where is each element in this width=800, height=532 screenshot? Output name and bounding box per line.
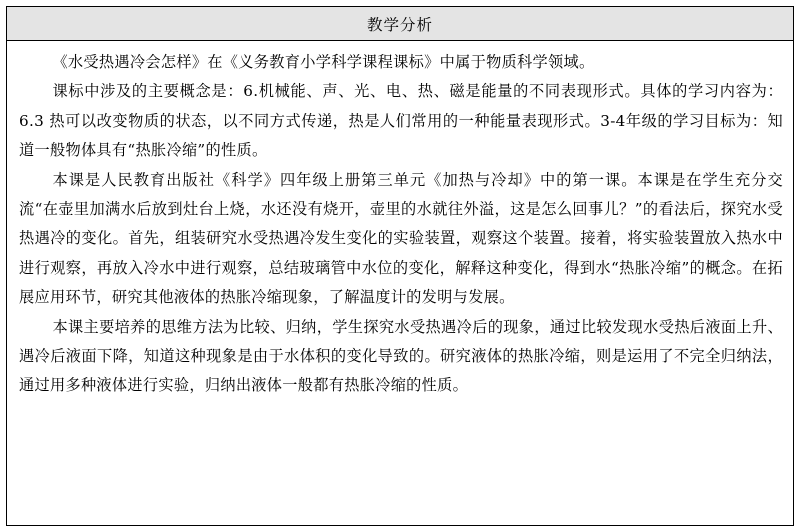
paragraph-thinking-methods: 本课主要培养的思维方法为比较、归纳，学生探究水受热遇冷后的现象，通过比较发现水受热后液面上升、遇冷后液面下降，知道这种现象是由于水体积的变化导致的。研究液体的热胀冷缩，则是运用了不完全归纳法，通过用多种液体进行实验，归纳出液体一般都有热胀冷缩的性质。 (19, 317, 783, 395)
header-title: 教学分析 (366, 15, 433, 34)
paragraph-curriculum-domain: 《水受热遇冷会怎样》在《义务教育小学科学课程课标》中属于物质科学领域。 (52, 53, 595, 71)
table-body (7, 41, 793, 401)
paragraph-curriculum-concepts: 课标中涉及的主要概念是：6.机械能、声、光、电、热、磁是能量的不同表现形式。具体的学习内容为：6.3 热可以改变物质的状态，以不同方式传递，热是人们常用的一种能量表现形式。3-4年级的学习目标为：知道一般物体具有“热胀冷缩”的性质。 (19, 82, 783, 160)
teaching-analysis-table (6, 6, 794, 526)
paragraph-lesson-overview: 本课是人民教育出版社《科学》四年级上册第三单元《加热与冷却》中的第一课。本课是在学生充分交流“在壶里加满水后放到灶台上烧，水还没有烧开，壶里的水就往外溢，这是怎么回事儿？”的看法后，探究水受热遇冷的变化。首先，组装研究水受热遇冷发生变化的实验装置，观察这个装置。接着，将实验装置放入热水中进行观察，再放入冷水中进行观察，总结玻璃管中水位的变化，解释这种变化，得到水“热胀冷缩”的概念。在拓展应用环节，研究其他液体的热胀冷缩现象，了解温度计的发明与发展。 (19, 170, 783, 307)
table-header (7, 7, 793, 41)
